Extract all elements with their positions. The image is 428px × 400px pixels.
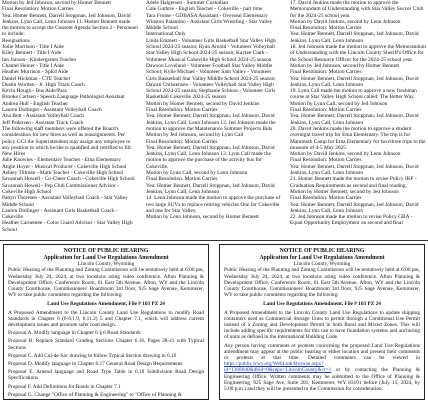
notice-county: Lincoln County, Wyoming bbox=[293, 261, 351, 268]
notice-body: A Proposed Amendment to the Lincoln County Land Use Regulations to update shipping containers used as Commercial Storage Units to permit through a Conditional Use Permit instead of a Zoning and Development Permit in both Rural and Mixed Zones. This will include adding specific requirements for this use to have foundation systems and anchoring of units as defined in the International Building Code. bbox=[224, 309, 420, 341]
minutes-line: Motion by Jed Johnson, second by Lynn Call bbox=[146, 132, 244, 139]
minutes-line: Final Resolution: Motion Carries bbox=[290, 69, 362, 76]
notice-subtitle: Application for Land Use Regulations Amendment bbox=[259, 254, 385, 261]
minutes-line: Yea: Homer Bennett, Darrell Stoppnan, Jed Johnson, David Jenkins, Lynn Call, Lenn Johnson bbox=[290, 201, 419, 214]
proposal-item: Proposal F. Add Definitions for Roads in Chapter 7.1 bbox=[8, 383, 121, 390]
notice-heading: Land Use Regulations Amendment, File # 103 PZ 24 bbox=[263, 301, 381, 308]
minutes-line: Yea: Homer Bennett, Darrell Stoppnan, Jed Johnson, David Jenkins, Lynn Call, Lenn Johnson bbox=[290, 113, 419, 126]
minutes-line: Cole Guthrie - English Teacher - Cokeville - part time bbox=[146, 6, 263, 13]
minutes-line: Tara Frome - GDBASA Assistant - Overseal Elementary bbox=[146, 12, 268, 19]
minutes-line: Motion by David Jenkins, second by Lenn Johnson bbox=[290, 151, 401, 158]
minutes-line: Motion by Lynn Call, second by Lenn Johnson bbox=[146, 170, 248, 177]
notice-intro: Public Hearing of the Planning and Zoning Commission will be tentatively held at 6:00 pm, Wednesday July 24, 2024, at two locations using video conference. Afton Planning & Development Office, Conference Room, 61 East 5th Avenue, Afton, WY and the Lincoln County Courthouse, Commissioners' Boardroom 3rd floor, 925 Sage Avenue, Kemmerer, WY to take public comments regarding the following: bbox=[8, 267, 204, 299]
minutes-line: Yea: Homer Bennett, Darrell Stoppnan, Jed Johnson, David Jenkins, Lynn Call, Lenn Johnson bbox=[290, 75, 419, 88]
minutes-line: Motion by Lynn Call, second by Jed Johnson bbox=[290, 100, 388, 107]
minutes-line: Daniel Hickman - CTE Teacher bbox=[2, 75, 71, 82]
notice-intro: Public Hearing of the Planning and Zoning Commission will be tentatively held at 6:00 pm, Wednesday July 24, 2024, at two locations using video conference. Afton Planning & Development Office, Conference Room, 61 East 5th Avenue, Afton, WY and the Lincoln County Courthouse, Commissioners' Boardroom 3rd floor, 925 Sage Avenue, Kemmerer, WY to take public comments regarding the following: bbox=[224, 267, 420, 299]
minutes-line: Chantel Heiner - Title I Aide bbox=[2, 62, 64, 69]
minutes-line: Heather Morrison - SpEd Aide bbox=[2, 69, 69, 76]
minutes-line: Andrea Hull - English Teacher bbox=[2, 100, 68, 107]
minutes-line: International Only bbox=[146, 31, 186, 38]
minutes-line: Final Resolution: Motion Carries bbox=[290, 157, 362, 164]
minutes-column-3 bbox=[290, 0, 426, 238]
minutes-line: Motion by David Jenkins, second by Lenn Johnson bbox=[290, 18, 401, 25]
minutes-line: Savannah Howell - Co-Cheer Coach - Cokeville High School bbox=[2, 176, 135, 183]
minutes-line: Resignations bbox=[2, 37, 30, 44]
proposal-list bbox=[8, 330, 204, 398]
minutes-line: Yea: Homer Bennett, Darrell Stoppnan, Jed Johnson, David Jenkins, Lynn Call, Lenn Johnson bbox=[146, 182, 275, 195]
minutes-line: 19. Lynn Call made the motion to approve a new freshman course at Star Valley High School called: The Better Way. bbox=[290, 88, 417, 101]
proposal-item: Proposal G. Change "Office of Planning & Engineering" to "Office of Planning & bbox=[8, 391, 182, 398]
minutes-line: Motion by Lenn Johnson, second by Homer Bennett bbox=[146, 214, 259, 221]
notice-heading: Land Use Regulations Amendment, File # 103 PZ 24 bbox=[47, 301, 165, 308]
minutes-line: Motion by Jed Johnson, second by Homer Bennett bbox=[2, 0, 111, 6]
minutes-line: Savannah Howell - Pep Club Commissioner Advisor - Cokeville High School bbox=[2, 182, 119, 195]
minutes-column-1 bbox=[2, 0, 138, 238]
minutes-line: Dustin Worden - Jr. High Track Coach bbox=[2, 81, 85, 88]
notice-title: NOTICE OF PUBLIC HEARING bbox=[63, 248, 149, 254]
minutes-line: 20. David Jenkins made the motion to approve a student overnight travel trip for Etna Elementary. The trip is for Mammoth Camp for Etna Elementary for two/three trips to the museum of 4-5 May 2025. bbox=[290, 125, 426, 151]
minutes-line: Julie Knowles - Elementary Teacher - Etna Elementary bbox=[2, 157, 121, 164]
minutes-line: Lauren Dollinger - Assistant Girls Basketball Coach - Cokeville bbox=[2, 207, 118, 221]
minutes-line: Final Resolution: Motion Carries bbox=[146, 107, 218, 114]
minutes-line: Final Resolution: Motion Carries bbox=[290, 195, 362, 202]
minutes-line: Winston Palamino - Assistant Girls Wrestling - Star Valley Middle School bbox=[146, 18, 273, 32]
minutes-line: Yea: Homer Bennett, Darrell Stoppnan, Jed Johnson, David Jenkins, Lynn Call, Lenn Johnson bbox=[290, 31, 419, 44]
minutes-line: 18. Jed Johnson made the motion to approve the Memorandum of Understanding with the Lincoln County Sheriff's Office for the School Resource Officer for the 2024-25 school year. bbox=[290, 44, 426, 63]
minutes-line: Yea: Homer Bennett, Darrell Stoppnan, Jed Johnson, David Jenkins, Lynn Call, Lenn Johnson 13. Lynn Call made the motion to approve the purchase of the activity bus for Cokeville. bbox=[146, 144, 275, 170]
public-hearing-notice-right bbox=[219, 244, 425, 400]
notice-body: A Proposed Amendment to the Lincoln County Land Use Regulations to modify Road Standards in Chapter 6 (6-6.1.9, 6.11.2) 5 and Chapter 7.1, which will address current development issues and promote safer road design. bbox=[8, 309, 204, 329]
minutes-line: Jodie Morrison - Title I Aide bbox=[2, 44, 64, 51]
minutes-line: Yea: Homer Bennett, Darrell Stoppnan, Jed Johnson, David Jenkins, Lynn Call, Lenn Johnson 11. Homer Bennett made the motion to accept the Consent Agenda Section 2 - Personnel to include: bbox=[2, 12, 138, 38]
minutes-line: Brooke Carlsen - Speech Language Pathologist Assistant bbox=[2, 94, 125, 101]
minutes-line: Ashley Tillman - Math Teacher - Cokeville High School bbox=[2, 170, 124, 177]
minutes-line: Lauren Dollinger - Assistant Volleyball Coach bbox=[2, 107, 102, 114]
minutes-line: 22. Jed Johnson made the motion to revise Policy GBA - Equal Opportunity Employment on second and final bbox=[290, 214, 413, 227]
minutes-line: New Hires bbox=[2, 151, 26, 158]
proposal-item: Proposal A. Modify language in Chapter 6 § 6 Road Standards bbox=[8, 330, 141, 337]
minutes-line: Yea: Homer Bennett, Darrell Stoppnan, Jed Johnson, David Jenkins, Lynn Call, Lenn Johnson bbox=[290, 163, 419, 177]
minutes-line: Heather Carnemee - Color Guard Advisor - Star Valley High School bbox=[2, 220, 133, 233]
minutes-line: Kiley Bennett - Title I Aide bbox=[2, 50, 62, 57]
minutes-line: Dawson Lovelund - Volunteer Football Star Valley Middle School; Kylie Michael - Volunteer Sam Valley - Volunteer Girls Basketball Star Valley Middle School 2024-25 season; Dawan Christensen - Volunteer Volleyball Star Valley High School 2024-25 season; Stephanie Schloss - Volunteer Girls Basketball Cokeville 2024-25 season bbox=[146, 62, 276, 101]
notice-subtitle: Application for Land Use Regulations Amendment bbox=[43, 254, 169, 261]
proposal-item: Proposal C. Add Cul-de-Sac drawing to follow Typical Section drawing in 6.16 bbox=[8, 352, 177, 359]
minutes-line: 14. Lenn Johnson made the motion to approve the purchase of two large SUVs to replace retiring vehicles One for Cokeville and one for Star Valley. bbox=[146, 195, 281, 214]
comments-text: Any person having comments or protests concerning the proposed Land Use Regulations amendment may appear at the public hearing or either location and present their comments or protests at that time. Detailed comments can be viewed in bbox=[224, 342, 420, 362]
notice-title: NOTICE OF PUBLIC HEARING bbox=[279, 248, 365, 254]
minutes-line: Angie Hoyer - Musical Producer - Cokeville High School bbox=[2, 163, 127, 170]
minutes-line: Ian Jonson - Kindergarten Teacher bbox=[2, 56, 77, 63]
proposal-item: Proposal E. Amend language and Road Type Table in 6.18 Subdivision Road Design Specifications bbox=[8, 369, 204, 382]
minutes-line: Final Resolution: Motion Carries bbox=[146, 176, 218, 183]
minutes-line: Final Resolution: Motion Carries bbox=[146, 138, 218, 145]
minutes-line: 17. David Jenkins made the motion to approve the Memorandum of Understanding with Star Valley Soccer Club for the 2024-25 school year. bbox=[290, 0, 424, 19]
notice-county: Lincoln County, Wyoming bbox=[77, 261, 135, 268]
minutes-line: Jeff Pedersen - Assistant Track Coach bbox=[2, 119, 84, 126]
minutes-line: Final Resolution: Motion Carries bbox=[290, 25, 362, 32]
public-hearing-notice-left bbox=[3, 244, 209, 400]
proposal-item: Proposal B. Replace Standard Grading Sections Chapter 6.16, Pages 28-21 with Typical Sections bbox=[8, 338, 204, 351]
minutes-line: Kevin Hough - Bus Aide/Para bbox=[2, 88, 67, 95]
minutes-line: Pattyn Thoresen - Assistant Volleyball Coach - Star Valley Middle School bbox=[2, 195, 128, 208]
minutes-line: Ana Bott - Assistant Volleyball Coach bbox=[2, 113, 85, 120]
minutes-line: Adele Halgersen - Summer Custodian bbox=[146, 0, 229, 6]
minutes-line: 21. Homer Bennett made the motion to revise Policy IKF - Graduation Requirements as second and final reading. bbox=[290, 176, 417, 189]
minutes-column-2 bbox=[146, 0, 282, 238]
section-divider bbox=[0, 240, 428, 241]
documents-link[interactable]: https://public.lcwy.org/WebLink/Browse.aspx?id=1368040&dbid=0&repo=LincolnCounty&cr=1 bbox=[224, 361, 332, 374]
minutes-line: The following staff members were offered the Board's consideration for new hires as well as reassignments. Per policy GCI the Superintendent may assign any employee to any position in which he/she is qualified and certified to fill. bbox=[2, 125, 133, 151]
proposal-item: Proposal D. Modify language in Chapter 6.17 General Road Design Requirements bbox=[8, 361, 183, 368]
minutes-line: Yea: Homer Bennett, Darrell Stoppnan, Jed Johnson, David Jenkins, Lynn Call, Lenn Johnson 12. Jed Johnson made the motion to approve the Maintenance Summer Projects Bids bbox=[146, 113, 276, 132]
minutes-line: Final Resolution: Motion Carries bbox=[2, 6, 74, 13]
minutes-line: Final Resolution: Motion Carries bbox=[290, 107, 362, 114]
notice-comments bbox=[224, 343, 420, 393]
minutes-line: Linda Emmett - Volunteer Girls Basketball Star Valley High School 2024-25 season; Ryan Arnold - Volunteer Volleyball Star Valley High School 2024-25 season; Kaylee Clark - Volunteer Musical Cokeville High School 2024-25 season bbox=[146, 37, 276, 63]
minutes-line: Motion by Homer Bennett, second by David Jenkins bbox=[146, 100, 260, 107]
minutes-line: Motion by Jed Johnson, second by Homer Bennett bbox=[290, 62, 399, 69]
comments-text-continued: or by contacting the Planning & Engineering Office. Written comments may be submitted to the Office of Planning & Engineering, 925 Sage Ave, Suite 201, Kemmerer, WY 83101 before (July 15, 2024, by 5:00 p.m.) and they will be presented to the Commission for consideration. bbox=[224, 367, 420, 393]
minutes-line: Motion by Homer Bennett, second by Jed Johnson bbox=[290, 188, 399, 195]
